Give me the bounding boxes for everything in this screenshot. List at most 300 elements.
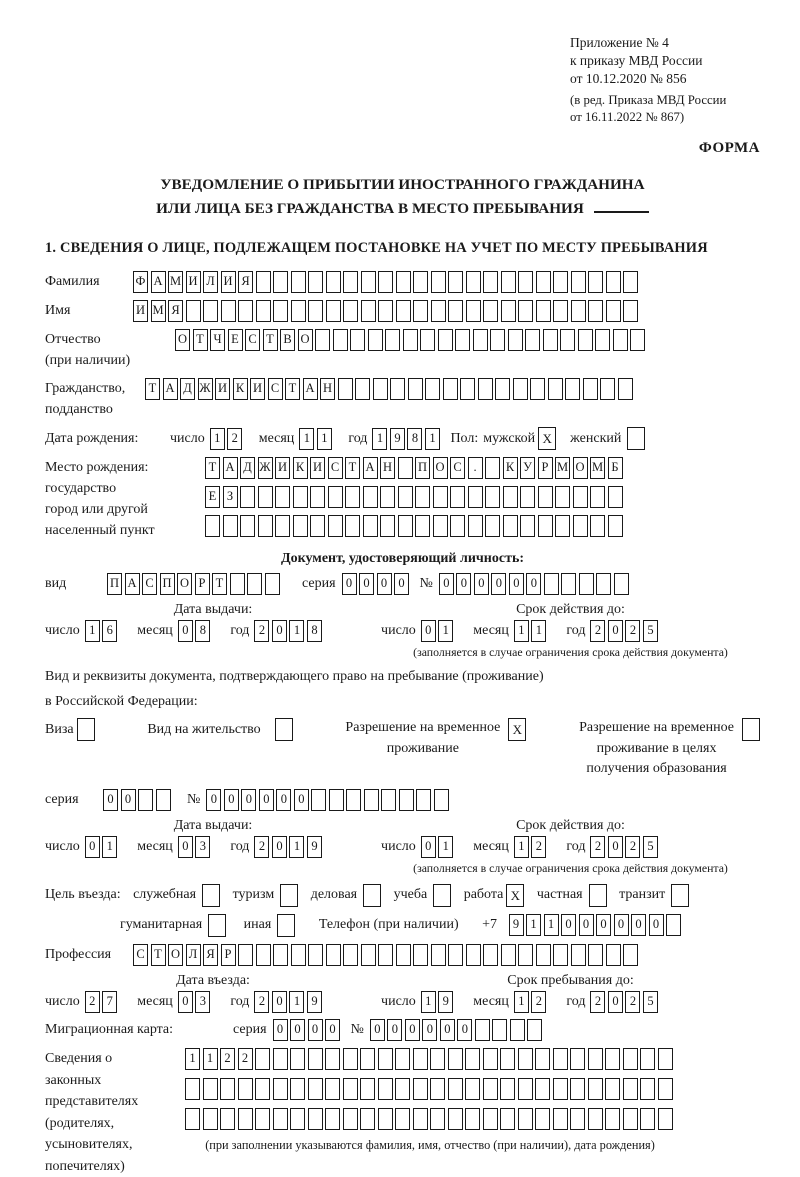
- char-cell: [328, 486, 343, 508]
- char-cell: [238, 1108, 253, 1130]
- char-cell: [600, 378, 615, 400]
- char-cell: [373, 378, 388, 400]
- char-cell: [503, 486, 518, 508]
- char-cell: 2: [254, 836, 269, 858]
- char-cell: [378, 271, 393, 293]
- char-cell: С: [133, 944, 148, 966]
- char-cell: И: [221, 271, 236, 293]
- char-cell: 2: [625, 991, 640, 1013]
- char-cell: [413, 1048, 428, 1070]
- char-cell: [605, 1048, 620, 1070]
- char-cell: [500, 1048, 515, 1070]
- transit-checkbox: [671, 884, 689, 907]
- male-checkbox: X: [538, 427, 556, 450]
- char-cell: С: [450, 457, 465, 479]
- char-cell: И: [186, 271, 201, 293]
- form-title: [45, 173, 760, 220]
- char-cell: [543, 329, 558, 351]
- char-cell: [606, 271, 621, 293]
- char-cell: Я: [203, 944, 218, 966]
- char-cell: 0: [241, 789, 256, 811]
- char-cell: [518, 300, 533, 322]
- annotation-line: Приложение № 4: [570, 35, 669, 50]
- form-title-line1: УВЕДОМЛЕНИЕ О ПРИБЫТИИ ИНОСТРАННОГО ГРАЖДАНИНА: [160, 176, 645, 194]
- char-cell: 0: [272, 991, 287, 1013]
- char-cell: [483, 1108, 498, 1130]
- char-cell: 2: [625, 836, 640, 858]
- char-cell: 0: [308, 1019, 323, 1041]
- visa-option: [45, 718, 95, 741]
- char-cell: 2: [590, 991, 605, 1013]
- char-cell: [666, 914, 681, 936]
- char-cell: [293, 486, 308, 508]
- char-cell: 0: [370, 1019, 385, 1041]
- char-cell: [500, 1108, 515, 1130]
- char-cell: [500, 1078, 515, 1100]
- char-cell: М: [168, 271, 183, 293]
- char-cell: 1: [438, 620, 453, 642]
- visa-label: Виза: [45, 722, 74, 738]
- char-cell: [536, 944, 551, 966]
- char-cell: О: [433, 457, 448, 479]
- month-label: месяц: [258, 430, 295, 446]
- entry-stay-dates: Дата въезда: число 2 7 месяц 0 3 год 2 0 1 9 Срок пребывания до: число 1 9 месяц 1 2 год 2 0 2 5: [45, 973, 760, 1013]
- char-cell: [230, 573, 245, 595]
- char-cell: С: [328, 457, 343, 479]
- char-cell: 2: [625, 620, 640, 642]
- doc-number-label: №: [419, 576, 433, 592]
- char-cell: [273, 1048, 288, 1070]
- mig-series-cells: [273, 1019, 343, 1041]
- char-cell: [606, 300, 621, 322]
- entry-year-cells: [254, 991, 324, 1013]
- char-cell: [275, 515, 290, 537]
- char-cell: [553, 1108, 568, 1130]
- res-issue-month-cells: [178, 836, 213, 858]
- char-cell: [273, 271, 288, 293]
- char-cell: 1: [421, 991, 436, 1013]
- char-cell: А: [223, 457, 238, 479]
- residence-permit-label: Вид на жительство: [147, 722, 261, 738]
- char-cell: 1: [372, 428, 387, 450]
- doc-issue-day-cells: [85, 620, 120, 642]
- char-cell: [345, 486, 360, 508]
- char-cell: 1: [289, 836, 304, 858]
- issue-date-heading: Дата выдачи:: [173, 818, 253, 834]
- char-cell: [483, 271, 498, 293]
- char-cell: [361, 300, 376, 322]
- char-cell: [413, 944, 428, 966]
- char-cell: О: [177, 573, 192, 595]
- female-checkbox: [627, 427, 645, 450]
- char-cell: [448, 944, 463, 966]
- doc-valid-month-cells: [514, 620, 549, 642]
- char-cell: [291, 300, 306, 322]
- entry-month-cells: [178, 991, 213, 1013]
- char-cell: [430, 1048, 445, 1070]
- char-cell: Т: [212, 573, 227, 595]
- char-cell: Б: [608, 457, 623, 479]
- char-cell: Д: [240, 457, 255, 479]
- char-cell: [363, 515, 378, 537]
- char-cell: 1: [425, 428, 440, 450]
- birth-place-cells-3: [205, 515, 625, 537]
- char-cell: [450, 515, 465, 537]
- char-cell: [416, 789, 431, 811]
- char-cell: [553, 300, 568, 322]
- char-cell: [381, 789, 396, 811]
- annotation-line: к приказу МВД России: [570, 52, 703, 68]
- char-cell: [398, 486, 413, 508]
- char-cell: [223, 515, 238, 537]
- migration-card-label: Миграционная карта:: [45, 1022, 174, 1038]
- char-cell: [483, 300, 498, 322]
- char-cell: [608, 515, 623, 537]
- char-cell: [590, 486, 605, 508]
- temp-residence-option: [345, 718, 526, 759]
- day-label: число: [170, 430, 205, 446]
- char-cell: Е: [205, 486, 220, 508]
- char-cell: [448, 1048, 463, 1070]
- char-cell: [578, 329, 593, 351]
- char-cell: 0: [526, 573, 541, 595]
- year-label: год: [348, 430, 368, 446]
- char-cell: 1: [85, 620, 100, 642]
- char-cell: 5: [643, 620, 658, 642]
- identity-doc-dates: Дата выдачи: число 1 6 месяц 0 8 год 2 0 1 8 Срок действия до: число 0 1 месяц 1 1 год 2 0 2 5 (заполняется в случае ограничения срока действия документа): [45, 602, 760, 660]
- char-cell: Т: [205, 457, 220, 479]
- doc-kind-label: вид: [45, 576, 67, 592]
- char-cell: [396, 271, 411, 293]
- char-cell: [380, 486, 395, 508]
- char-cell: К: [293, 457, 308, 479]
- char-cell: [413, 1078, 428, 1100]
- char-cell: [518, 1078, 533, 1100]
- char-cell: Т: [345, 457, 360, 479]
- char-cell: 0: [259, 789, 274, 811]
- char-cell: [256, 944, 271, 966]
- char-cell: 0: [178, 620, 193, 642]
- char-cell: [345, 515, 360, 537]
- char-cell: О: [298, 329, 313, 351]
- char-cell: [256, 300, 271, 322]
- char-cell: С: [268, 378, 283, 400]
- birth-place-cells-block: [205, 457, 625, 544]
- char-cell: 0: [649, 914, 664, 936]
- study-checkbox: [433, 884, 451, 907]
- char-cell: Л: [186, 944, 201, 966]
- char-cell: [368, 329, 383, 351]
- char-cell: 2: [220, 1048, 235, 1070]
- transit-label: транзит: [619, 887, 666, 903]
- char-cell: [310, 515, 325, 537]
- char-cell: [658, 1108, 673, 1130]
- char-cell: [483, 1078, 498, 1100]
- birth-place-row: [45, 457, 760, 544]
- annotation-line: от 10.12.2020 № 856: [570, 70, 687, 86]
- char-cell: [536, 271, 551, 293]
- char-cell: Т: [145, 378, 160, 400]
- surname-cells: [133, 271, 641, 293]
- citizenship-label: Гражданство, подданство: [45, 381, 126, 418]
- char-cell: 3: [195, 991, 210, 1013]
- char-cell: [448, 300, 463, 322]
- official-checkbox: [202, 884, 220, 907]
- temp-residence-edu-checkbox: [742, 718, 760, 741]
- char-cell: [311, 789, 326, 811]
- char-cell: [518, 271, 533, 293]
- char-cell: [308, 1108, 323, 1130]
- birth-place-label: Место рождения: государство город или другой населенный пункт: [45, 460, 155, 539]
- residence-permit-checkbox: [275, 718, 293, 741]
- char-cell: 6: [102, 620, 117, 642]
- char-cell: [415, 486, 430, 508]
- char-cell: [328, 515, 343, 537]
- char-cell: [465, 1108, 480, 1130]
- visa-checkbox: [77, 718, 95, 741]
- char-cell: 0: [103, 789, 118, 811]
- char-cell: [623, 300, 638, 322]
- char-cell: [256, 271, 271, 293]
- char-cell: [238, 300, 253, 322]
- char-cell: [378, 944, 393, 966]
- char-cell: М: [555, 457, 570, 479]
- char-cell: 0: [206, 789, 221, 811]
- char-cell: [571, 944, 586, 966]
- char-cell: 1: [438, 836, 453, 858]
- char-cell: 1: [203, 1048, 218, 1070]
- char-cell: [413, 1108, 428, 1130]
- char-cell: 0: [359, 573, 374, 595]
- char-cell: [325, 1048, 340, 1070]
- char-cell: Ч: [210, 329, 225, 351]
- char-cell: [608, 486, 623, 508]
- other-checkbox: [277, 914, 295, 937]
- phone-cells: [509, 914, 684, 936]
- char-cell: З: [223, 486, 238, 508]
- char-cell: [395, 1108, 410, 1130]
- residence-permit-option: [147, 718, 292, 741]
- char-cell: [560, 329, 575, 351]
- char-cell: [530, 378, 545, 400]
- mig-number-cells: [370, 1019, 545, 1041]
- char-cell: [395, 1048, 410, 1070]
- private-checkbox: [589, 884, 607, 907]
- humanitarian-label: гуманитарная: [120, 917, 203, 933]
- res-number-label: №: [187, 792, 201, 808]
- char-cell: [399, 789, 414, 811]
- char-cell: 1: [514, 991, 529, 1013]
- study-label: учеба: [393, 887, 428, 903]
- profession-row: [45, 944, 760, 966]
- char-cell: 1: [514, 620, 529, 642]
- char-cell: [478, 378, 493, 400]
- char-cell: [310, 486, 325, 508]
- char-cell: [443, 378, 458, 400]
- char-cell: Т: [193, 329, 208, 351]
- char-cell: [595, 329, 610, 351]
- char-cell: А: [151, 271, 166, 293]
- char-cell: [255, 1048, 270, 1070]
- char-cell: [455, 329, 470, 351]
- char-cell: [588, 944, 603, 966]
- char-cell: [361, 944, 376, 966]
- char-cell: [640, 1108, 655, 1130]
- issue-date-heading: Дата выдачи:: [173, 602, 253, 618]
- char-cell: Я: [238, 271, 253, 293]
- temp-residence-edu-label: Разрешение на временное проживание в целях получения образования: [579, 720, 734, 776]
- char-cell: [473, 329, 488, 351]
- char-cell: [378, 300, 393, 322]
- char-cell: О: [175, 329, 190, 351]
- char-cell: [413, 300, 428, 322]
- char-cell: [326, 944, 341, 966]
- char-cell: 2: [85, 991, 100, 1013]
- char-cell: 0: [178, 836, 193, 858]
- char-cell: С: [142, 573, 157, 595]
- residence-doc-text-2: в Российской Федерации:: [45, 694, 198, 710]
- char-cell: 0: [387, 1019, 402, 1041]
- char-cell: 1: [299, 428, 314, 450]
- char-cell: [433, 486, 448, 508]
- char-cell: [433, 515, 448, 537]
- char-cell: 0: [608, 836, 623, 858]
- char-cell: [290, 1108, 305, 1130]
- char-cell: [588, 1078, 603, 1100]
- birth-place-cells-1: [205, 457, 625, 479]
- phone-prefix: +7: [482, 917, 498, 933]
- birth-month-cells: [299, 428, 334, 450]
- char-cell: [571, 300, 586, 322]
- char-cell: [535, 1078, 550, 1100]
- char-cell: 0: [325, 1019, 340, 1041]
- entry-day-cells: [85, 991, 120, 1013]
- char-cell: [483, 944, 498, 966]
- identity-doc-heading: Документ, удостоверяющий личность:: [280, 551, 525, 567]
- char-cell: [605, 1108, 620, 1130]
- citizenship-row: [45, 378, 760, 420]
- char-cell: К: [503, 457, 518, 479]
- char-cell: [520, 486, 535, 508]
- char-cell: [618, 378, 633, 400]
- given-name-label: Имя: [45, 303, 71, 319]
- char-cell: 0: [377, 573, 392, 595]
- char-cell: .: [468, 457, 483, 479]
- res-issue-year-cells: [254, 836, 324, 858]
- char-cell: П: [160, 573, 175, 595]
- annotation-edit-line: от 16.11.2022 № 867): [570, 110, 685, 125]
- char-cell: [258, 515, 273, 537]
- mig-series-label: серия: [233, 1022, 267, 1038]
- char-cell: [343, 944, 358, 966]
- char-cell: 1: [210, 428, 225, 450]
- char-cell: [385, 329, 400, 351]
- res-valid-year-cells: [590, 836, 660, 858]
- char-cell: [492, 1019, 507, 1041]
- char-cell: [434, 789, 449, 811]
- char-cell: 2: [254, 991, 269, 1013]
- char-cell: 0: [561, 914, 576, 936]
- char-cell: [398, 457, 413, 479]
- char-cell: [501, 944, 516, 966]
- validity-note: (заполняется в случае ограничения срока действия документа): [413, 645, 728, 660]
- char-cell: [220, 1108, 235, 1130]
- char-cell: 0: [405, 1019, 420, 1041]
- char-cell: [518, 944, 533, 966]
- order-annotation: [570, 34, 760, 126]
- char-cell: М: [151, 300, 166, 322]
- private-label: частная: [536, 887, 583, 903]
- char-cell: 8: [307, 620, 322, 642]
- char-cell: [275, 486, 290, 508]
- char-cell: [613, 329, 628, 351]
- char-cell: Т: [151, 944, 166, 966]
- char-cell: П: [415, 457, 430, 479]
- char-cell: [290, 1078, 305, 1100]
- char-cell: [605, 1078, 620, 1100]
- char-cell: [290, 1048, 305, 1070]
- char-cell: 0: [421, 620, 436, 642]
- char-cell: [240, 486, 255, 508]
- char-cell: [588, 1108, 603, 1130]
- char-cell: В: [280, 329, 295, 351]
- char-cell: Р: [538, 457, 553, 479]
- char-cell: [361, 271, 376, 293]
- char-cell: [448, 1108, 463, 1130]
- char-cell: 9: [509, 914, 524, 936]
- gender-label: Пол:: [450, 430, 479, 446]
- char-cell: [658, 1078, 673, 1100]
- char-cell: [553, 271, 568, 293]
- char-cell: [430, 1108, 445, 1130]
- res-series-label: серия: [45, 792, 79, 808]
- residence-doc-options: [45, 718, 760, 779]
- char-cell: 0: [394, 573, 409, 595]
- char-cell: 0: [509, 573, 524, 595]
- representatives-note: (при заполнении указываются фамилия, имя, отчество (при наличии), дата рождения): [205, 1138, 655, 1153]
- char-cell: [363, 486, 378, 508]
- business-checkbox: [363, 884, 381, 907]
- char-cell: [343, 300, 358, 322]
- char-cell: [338, 378, 353, 400]
- stay-day-cells: [421, 991, 456, 1013]
- char-cell: О: [573, 457, 588, 479]
- forma-label: ФОРМА: [698, 140, 760, 157]
- char-cell: [553, 1048, 568, 1070]
- char-cell: 0: [457, 1019, 472, 1041]
- char-cell: 0: [290, 1019, 305, 1041]
- res-valid-day-cells: [421, 836, 456, 858]
- char-cell: [485, 457, 500, 479]
- female-label: женский: [570, 430, 622, 446]
- phone-row: [45, 912, 760, 938]
- char-cell: [355, 378, 370, 400]
- char-cell: [403, 329, 418, 351]
- char-cell: [430, 1078, 445, 1100]
- char-cell: К: [233, 378, 248, 400]
- char-cell: [596, 573, 611, 595]
- work-label: работа: [463, 887, 504, 903]
- char-cell: [255, 1108, 270, 1130]
- char-cell: [555, 515, 570, 537]
- tourism-label: туризм: [232, 887, 275, 903]
- char-cell: И: [275, 457, 290, 479]
- char-cell: 0: [294, 789, 309, 811]
- char-cell: [273, 300, 288, 322]
- tourism-checkbox: [280, 884, 298, 907]
- char-cell: [614, 573, 629, 595]
- char-cell: [538, 486, 553, 508]
